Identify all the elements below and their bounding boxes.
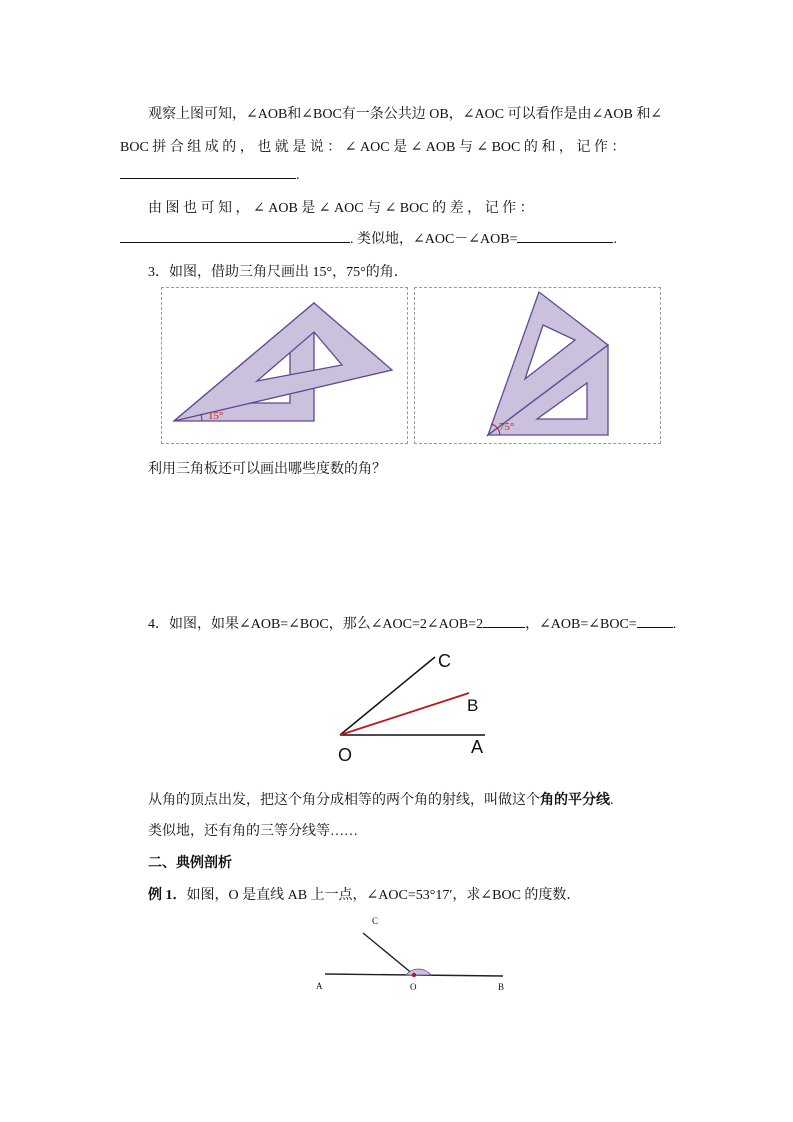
- angle-boc-arc: [406, 969, 431, 975]
- paragraph-2-line-1: 由 图 也 可 知 ， ∠ AOB 是 ∠ AOC 与 ∠ BOC 的 差 ， 记 作 ：: [148, 201, 534, 216]
- point-label-c: C: [372, 916, 379, 926]
- answer-blank[interactable]: [120, 164, 296, 179]
- triangles-15deg-svg: [162, 288, 407, 443]
- question-4-text: 4．如图，如果∠AOB=∠BOC，那么∠AOC=2∠AOB=2 ，∠AOB=∠BOC= .: [148, 613, 676, 633]
- answer-blank[interactable]: [483, 613, 525, 628]
- paragraph-1-line-2: BOC 拼 合 组 成 的 ， 也 就 是 说 ： ∠ AOC 是 ∠ AOB 与 ∠ BOC 的 和 ， 记 作 ：: [120, 140, 626, 155]
- ray-oc: [340, 657, 435, 735]
- bisector-definition: 从角的顶点出发，把这个角分成相等的两个角的射线，叫做这个角的平分线.: [148, 793, 614, 808]
- example-1-text: 例 1．如图，O 是直线 AB 上一点，∠AOC=53°17′，求∠BOC 的度数．: [148, 888, 581, 903]
- trisector-note: 类似地，还有角的三等分线等……: [148, 824, 358, 839]
- answer-blank[interactable]: [120, 228, 350, 243]
- point-label-o: O: [410, 982, 417, 992]
- answer-blank[interactable]: [637, 613, 673, 628]
- example-1-diagram: [310, 910, 515, 995]
- point-o: [412, 973, 416, 977]
- angle-label-75: 75°: [499, 421, 515, 433]
- angle-label-15: 15°: [208, 410, 224, 422]
- angle-bisector-diagram: [325, 645, 505, 770]
- point-label-c: C: [438, 651, 451, 671]
- triangle-figure-15deg: [161, 287, 408, 444]
- paragraph-1-line-1: 观察上图可知，∠AOB和∠BOC有一条公共边 OB，∠AOC 可以看作是由∠AOB 和∠: [148, 107, 663, 122]
- question-3-followup: 利用三角板还可以画出哪些度数的角？: [148, 462, 386, 477]
- triangles-75deg-svg: [415, 288, 660, 443]
- point-label-b: B: [498, 982, 505, 992]
- point-label-o: O: [338, 745, 353, 765]
- point-label-a: A: [316, 981, 323, 991]
- bisector-term: 角的平分线: [540, 793, 610, 808]
- ray-ob-bisector: [340, 693, 469, 735]
- paragraph-1-line-3: .: [120, 164, 300, 184]
- paragraph-2-line-2: . 类似地，∠AOC－∠AOB= .: [120, 228, 617, 248]
- ray-oc: [363, 933, 414, 975]
- triangle-figure-75deg: [414, 287, 661, 444]
- example-1-label: 例 1．: [148, 888, 187, 903]
- question-3-text: 3．如图，借助三角尺画出 15°，75°的角．: [148, 265, 408, 280]
- answer-blank[interactable]: [517, 228, 613, 243]
- section-2-title: 二、典例剖析: [148, 856, 232, 871]
- point-label-b: B: [467, 696, 479, 715]
- point-label-a: A: [471, 737, 484, 757]
